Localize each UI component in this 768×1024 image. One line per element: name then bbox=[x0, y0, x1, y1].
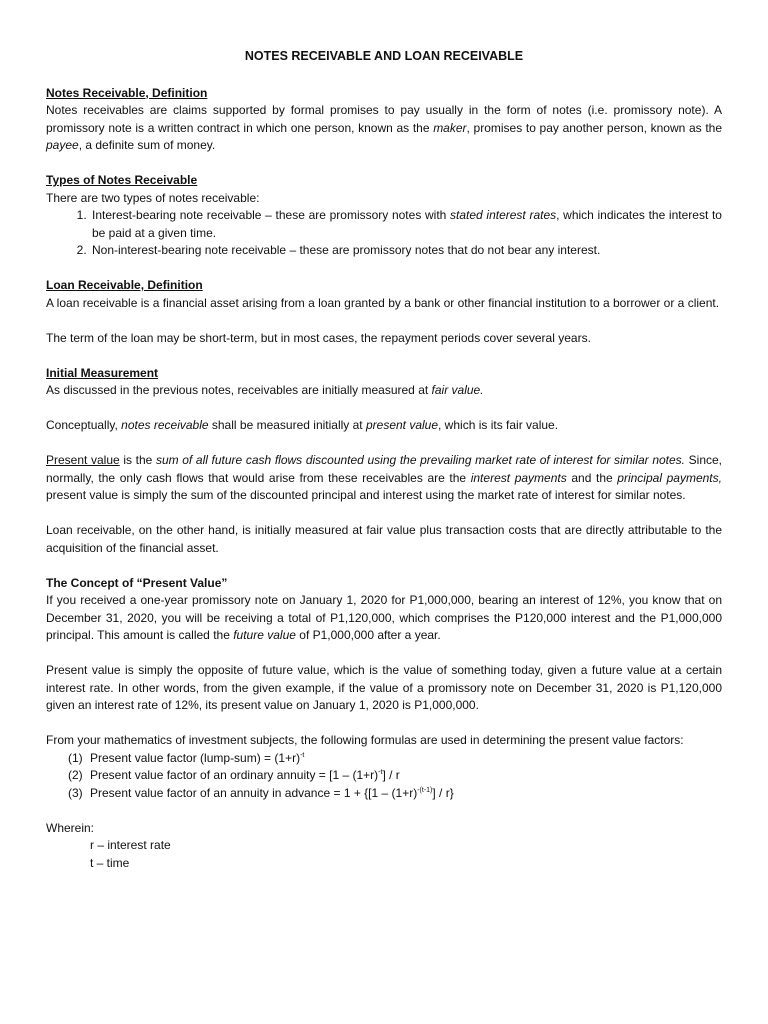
formula-item: (2) Present value factor of an ordinary annuity = $[1 - (1+r)^{-t}] / r$ bbox=[68, 768, 400, 782]
loan-term-paragraph: The term of the loan may be short-term, but in most cases, the repayment periods cover several years. bbox=[46, 330, 591, 345]
loan-initial-paragraph: Loan receivable, on the other hand, is initially measured at fair value plus transaction costs that are directly attributable to the acquisition of the financial asset. bbox=[46, 523, 722, 555]
definition-r: r – interest rate bbox=[90, 838, 171, 852]
types-list bbox=[46, 207, 722, 260]
notes-receivable-heading: Notes Receivable, Definition bbox=[46, 85, 208, 100]
present-value-term: Present value bbox=[46, 453, 120, 467]
concept-paragraph-2: Present value is simply the opposite of future value, which is the value of something today, given a future value at a certain interest rate. In other words, from the given example, if the value of a promissory note on December 31, 2020 is P1,120,000 given an interest rate of 12%, its present value on January 1, 2020 is P1,000,000. bbox=[46, 663, 722, 712]
conceptually-paragraph: Conceptually, notes receivable shall be measured initially at present value, which is its fair value. bbox=[46, 418, 559, 432]
formula-item: (3) Present value factor of an annuity in advance = $1 + \{[1 - (1+r)^{-(t-1)}] / r\}$ bbox=[68, 785, 454, 800]
initial-measurement-heading: Initial Measurement bbox=[46, 365, 159, 380]
types-heading: Types of Notes Receivable bbox=[46, 173, 198, 187]
present-value-paragraph: Present value is the sum of all future cash flows discounted using the prevailing market rate of interest for similar notes. Since, normally, the only cash flows that would arise from these receivables are the interest payments and the principal payments, present value is simply the sum of the discounted principal and interest using the market rate of interest for similar notes. bbox=[46, 453, 723, 502]
definition-t: t – time bbox=[90, 855, 130, 870]
formula-item: (1) Present value factor (lump-sum) = $(1+r)^{-t}$ bbox=[68, 750, 305, 765]
maker-term: maker bbox=[433, 120, 467, 135]
loan-receivable-heading: Loan Receivable, Definition bbox=[46, 278, 203, 292]
payee-term: payee bbox=[46, 138, 79, 152]
formula-list bbox=[46, 750, 722, 803]
list-item: 2. Non-interest-bearing note receivable – these are promissory notes that do not bear any interest. bbox=[90, 242, 722, 260]
concept-paragraph-1: If you received a one-year promissory note on January 1, 2020 for P1,000,000, bearing an interest of 12%, you know that on December 31, 2020, you will be receiving a total of P1,120,000, which comprises the P120,000 interest and the P1,000,000 principal. This amount is called the future value of P1,000,000 after a year. bbox=[46, 593, 722, 642]
initial-measurement-paragraph: As discussed in the previous notes, receivables are initially measured at fair value. bbox=[46, 383, 484, 397]
notes-receivable-definition: Notes receivables are claims supported by formal promises to pay usually in the form of notes (i.e. promissory note). A promissory note is a written contract in which one person, known as the maker, promises to pay another person, known as the payee, a definite sum of money. bbox=[46, 103, 723, 152]
page-title: NOTES RECEIVABLE AND LOAN RECEIVABLE bbox=[244, 49, 524, 63]
types-intro: There are two types of notes receivable: bbox=[46, 190, 260, 205]
concept-paragraph-3: From your mathematics of investment subjects, the following formulas are used in determining the present value factors: bbox=[46, 733, 684, 747]
wherein-label: Wherein: bbox=[46, 820, 95, 835]
concept-heading: The Concept of “Present Value” bbox=[46, 575, 228, 590]
list-item: 1. Interest-bearing note receivable – these are promissory notes with stated interest rates, which indicates the interest to be paid at a given time. bbox=[90, 207, 722, 242]
loan-definition: A loan receivable is a financial asset arising from a loan granted by a bank or other financial institution to a borrower or a client. bbox=[46, 295, 720, 310]
